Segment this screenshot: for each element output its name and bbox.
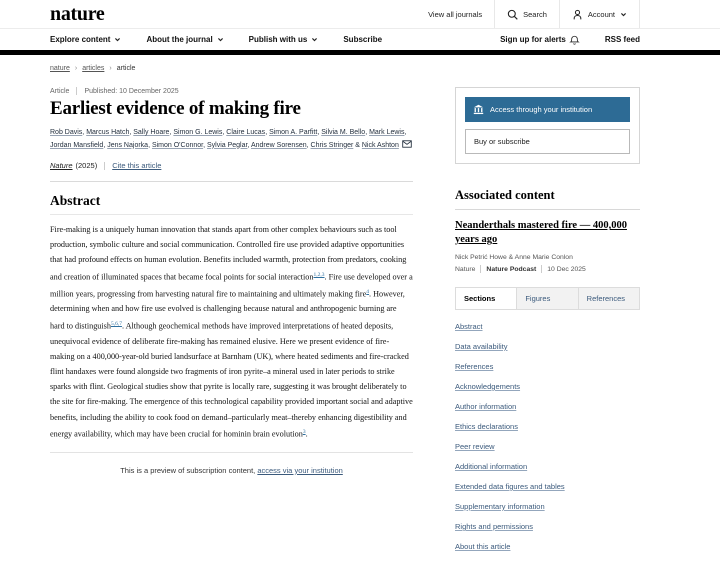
- author-link-claire-lucas[interactable]: Claire Lucas: [226, 129, 266, 136]
- breadcrumb: [50, 65, 413, 72]
- section-links-nav: [455, 322, 640, 551]
- author-link-silvia-m-bello[interactable]: Silvia M. Bello: [321, 129, 366, 136]
- account-label: Account: [587, 9, 615, 19]
- author-separator: ,: [404, 129, 407, 136]
- associated-content-heading: Associated content: [455, 188, 640, 210]
- search-icon: [507, 9, 518, 20]
- author-link-mark-lewis[interactable]: Mark Lewis: [369, 129, 405, 136]
- sidebar-tabs: [455, 287, 640, 310]
- main-navigation: [0, 28, 720, 50]
- breadcrumb-article: article: [116, 65, 136, 72]
- author-separator: ,: [148, 141, 152, 149]
- article-meta-row: [50, 87, 413, 95]
- section-link-abstract[interactable]: Abstract: [455, 322, 483, 331]
- access-institution-button[interactable]: [465, 97, 630, 122]
- abstract-text: Fire-making is a uniquely human innovation that stands apart from other complex behaviours such as tool production, symbolic culture and social communication. Controlled fire use provided adaptive opportunities that had profound effects on human evolution. Benefits included warmth, protection from predators, cooking and creation of illuminated spaces that became focal points for social interaction$^{1,2,3}$. Fire use developed over a million years, progressing from harvesting natural fire to maintaining and ultimately making fire$^4$. However, determining when and how fire use evolved is challenging because natural and anthropogenic burning are hard to distinguish$^{5,6,7}$. Although geochemical methods have improved interpretations of heated deposits, unequivocal evidence of deliberate fire-making has remained elusive. Here we present evidence of fire-making on a 400,000-year-old buried landsurface at Barnham (UK), where heated sediments and fire-cracked flint handaxes were found alongside two fragments of iron pyrite–a mineral used in later periods to strike sparks with flint. Geological studies show that pyrite is locally rare, suggesting it was brought deliberately to the site for fire-making. The emergence of this technological capability provided important social and adaptive benefits, including the ability to cook food on demand–particularly meat–thereby enhancing digestibility and energy availability, which may have been crucial for hominin brain evolution$^3$.: [50, 225, 413, 439]
- nav-item-about-the-journal[interactable]: [146, 35, 223, 44]
- author-link-sally-hoare[interactable]: Sally Hoare: [133, 129, 170, 136]
- author-separator: ,: [265, 129, 270, 136]
- journal-link[interactable]: Nature: [50, 161, 73, 170]
- author-link-marcus-hatch[interactable]: Marcus Hatch: [86, 129, 130, 136]
- author-link-simon-g-lewis[interactable]: Simon G. Lewis: [173, 129, 223, 136]
- nav-left-group: [50, 35, 407, 44]
- section-link-rights-and-permissions[interactable]: Rights and permissions: [455, 522, 533, 531]
- chevron-down-icon: [217, 36, 224, 43]
- author-separator: ,: [203, 141, 207, 149]
- buy-or-subscribe-button[interactable]: [465, 129, 630, 154]
- section-link-supplementary-information[interactable]: Supplementary information: [455, 502, 545, 511]
- nav-item-rss-feed[interactable]: [605, 35, 640, 45]
- meta-divider: [104, 162, 105, 170]
- section-link-acknowledgements[interactable]: Acknowledgements: [455, 382, 521, 391]
- author-separator: &: [353, 141, 362, 149]
- author-link-simon-a-parfitt[interactable]: Simon A. Parfitt: [269, 129, 318, 136]
- associated-article-link[interactable]: Neanderthals mastered fire — 400,000 years ago: [455, 220, 627, 245]
- citation-superscript[interactable]: 1,2,3: [313, 271, 325, 278]
- bell-icon: [570, 35, 579, 45]
- section-link-author-information[interactable]: Author information: [455, 402, 517, 411]
- view-all-journals-link[interactable]: [416, 0, 495, 28]
- nature-logo[interactable]: nature: [50, 2, 105, 25]
- author-separator: ,: [129, 129, 134, 136]
- section-link-references[interactable]: References: [455, 362, 494, 371]
- author-separator: ,: [365, 129, 370, 136]
- breadcrumb-separator: ›: [74, 65, 78, 72]
- abstract-heading: Abstract: [50, 193, 101, 208]
- nav-item-label: RSS feed: [604, 35, 640, 44]
- author-separator: ,: [82, 129, 87, 136]
- journal-citation-row: [50, 161, 413, 170]
- author-separator: ,: [247, 141, 251, 149]
- chevron-down-icon: [311, 36, 318, 43]
- associated-article-meta: [455, 265, 640, 273]
- buy-or-subscribe-label: Buy or subscribe: [474, 137, 530, 146]
- author-separator: ,: [169, 129, 174, 136]
- section-link-data-availability[interactable]: Data availability: [455, 342, 508, 351]
- author-link-nick-ashton[interactable]: Nick Ashton: [361, 141, 399, 149]
- meta-divider: [541, 265, 542, 273]
- nav-item-subscribe[interactable]: [343, 35, 382, 44]
- author-link-jens-najorka[interactable]: Jens Najorka: [107, 141, 149, 149]
- nav-right-group: [474, 35, 640, 45]
- section-link-extended-data-figures-and-tables[interactable]: Extended data figures and tables: [455, 482, 565, 491]
- associated-journal: Nature: [455, 265, 476, 273]
- email-icon[interactable]: [402, 140, 412, 148]
- institution-icon: [473, 104, 484, 115]
- author-link-chris-stringer[interactable]: Chris Stringer: [310, 141, 354, 149]
- view-all-journals-label: View all journals: [428, 9, 483, 19]
- search-label: Search: [523, 9, 547, 19]
- abstract-end-divider: [50, 452, 413, 453]
- author-separator: ,: [222, 129, 227, 136]
- sidebar: [455, 65, 640, 562]
- nav-item-publish-with-us[interactable]: [249, 35, 319, 44]
- author-link-andrew-sorensen[interactable]: Andrew Sorensen: [250, 141, 307, 149]
- article-type-label: Article: [50, 87, 70, 95]
- nav-item-label: About the journal: [146, 35, 213, 44]
- nav-item-label: Subscribe: [343, 35, 383, 44]
- nav-item-label: Sign up for alerts: [500, 35, 566, 44]
- section-link-ethics-declarations[interactable]: Ethics declarations: [455, 422, 518, 431]
- preview-note-text: This is a preview of subscription content,: [120, 465, 256, 475]
- site-header: [0, 0, 720, 55]
- tab-references[interactable]: References: [586, 294, 626, 303]
- page-body: [0, 55, 720, 562]
- nav-item-label: Publish with us: [248, 35, 308, 44]
- author-separator: ,: [103, 141, 108, 149]
- breadcrumb-articles[interactable]: articles: [82, 65, 105, 72]
- nav-item-sign-up-for-alerts[interactable]: [500, 35, 579, 45]
- author-link-sylvia-peglar[interactable]: Sylvia Peglar: [206, 141, 248, 149]
- page-title: Earliest evidence of making fire: [50, 98, 301, 119]
- subscription-preview-note: [50, 466, 413, 475]
- breadcrumb-separator: ›: [109, 65, 112, 72]
- author-list: [50, 127, 413, 152]
- breadcrumb-nature[interactable]: nature: [50, 65, 70, 72]
- author-link-simon-o-connor[interactable]: Simon O'Connor: [151, 141, 204, 149]
- citation-superscript[interactable]: 4: [366, 288, 370, 295]
- author-separator: ,: [306, 141, 311, 149]
- citation-superscript[interactable]: 3: [302, 428, 306, 435]
- journal-year: (2025): [75, 161, 98, 170]
- header-top-row: [0, 0, 720, 28]
- header-top-links: [416, 0, 640, 28]
- chevron-down-icon: [620, 11, 627, 18]
- abstract-heading-divider: [50, 214, 413, 215]
- section-divider: [50, 181, 413, 182]
- nav-item-explore-content[interactable]: [50, 35, 121, 44]
- article-column: [50, 65, 413, 562]
- section-link-peer-review[interactable]: Peer review: [455, 442, 495, 451]
- author-link-rob-davis[interactable]: Rob Davis: [50, 129, 83, 136]
- section-link-about-this-article[interactable]: About this article: [455, 542, 511, 551]
- associated-article-authors: Nick Petrić Howe & Anne Marie Conlon: [455, 254, 573, 261]
- tab-figures[interactable]: Figures: [517, 288, 578, 309]
- author-separator: ,: [317, 129, 322, 136]
- chevron-down-icon: [114, 36, 121, 43]
- search-button[interactable]: [495, 0, 560, 28]
- access-options-box: [455, 87, 640, 164]
- associated-date: 10 Dec 2025: [547, 265, 586, 273]
- cite-this-article-link[interactable]: Cite this article: [112, 161, 162, 170]
- account-icon: [572, 9, 583, 20]
- associated-type: Nature Podcast: [486, 265, 537, 273]
- published-date: Published: 10 December 2025: [84, 87, 179, 95]
- citation-superscript[interactable]: 5,6,7: [110, 320, 122, 327]
- nav-item-label: Explore content: [50, 35, 111, 44]
- account-button[interactable]: [560, 0, 640, 28]
- author-link-jordan-mansfield[interactable]: Jordan Mansfield: [50, 141, 104, 149]
- section-link-additional-information[interactable]: Additional information: [455, 462, 528, 471]
- meta-divider: [76, 87, 77, 95]
- access-via-institution-link[interactable]: access via your institution: [257, 465, 343, 475]
- meta-divider: [480, 265, 481, 273]
- access-institution-label: Access through your institution: [490, 105, 593, 114]
- tab-sections[interactable]: Sections: [456, 288, 517, 309]
